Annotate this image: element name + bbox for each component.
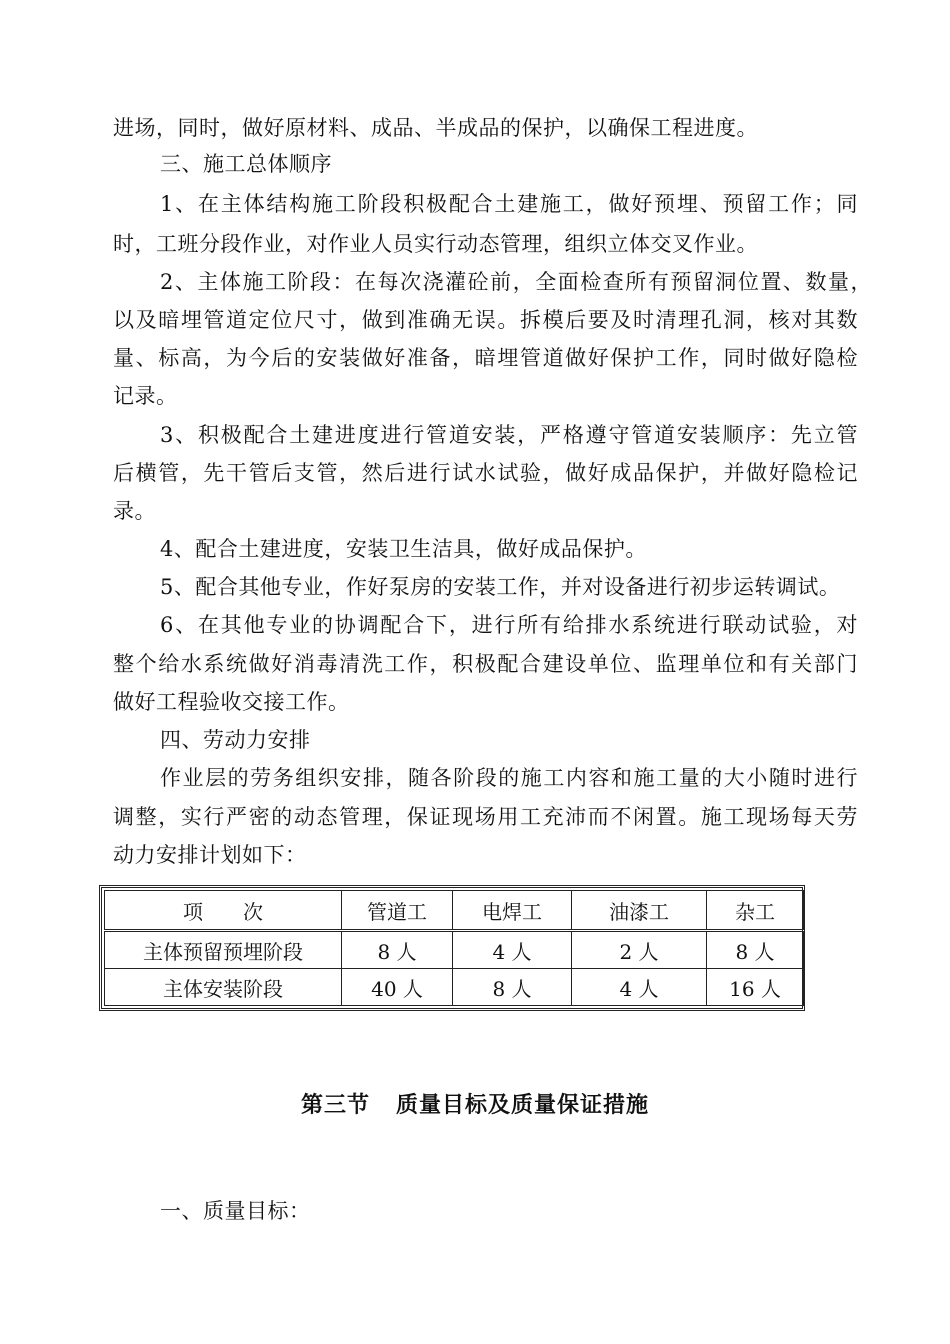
table-cell: 主体预留预埋阶段	[105, 931, 342, 969]
paragraph-line: 进场，同时，做好原材料、成品、半成品的保护，以确保工程进度。	[113, 116, 758, 140]
table-cell: 2 人	[572, 931, 707, 969]
paragraph-line: 5、配合其他专业，作好泵房的安装工作，并对设备进行初步运转调试。	[160, 575, 841, 599]
table-row	[105, 969, 804, 1006]
paragraph-line: 整个给水系统做好消毒清洗工作，积极配合建设单位、监理单位和有关部门	[113, 652, 858, 676]
header-cell: 油漆工	[572, 891, 707, 931]
header-cell: 杂工	[707, 891, 804, 931]
paragraph-line: 记录。	[113, 384, 178, 408]
table-cell: 8 人	[342, 931, 453, 969]
table-cell: 4 人	[453, 931, 572, 969]
table-header-row	[105, 891, 804, 931]
section-heading-4: 四、劳动力安排	[160, 728, 311, 752]
table-cell: 16 人	[707, 969, 804, 1006]
section-title-text: 质量目标及质量保证措施	[396, 1093, 650, 1118]
table-cell: 8 人	[707, 931, 804, 969]
paragraph-line: 动力安排计划如下：	[113, 843, 307, 867]
header-cell: 项 次	[105, 891, 342, 931]
table-cell: 4 人	[572, 969, 707, 1006]
table-cell: 40 人	[342, 969, 453, 1006]
paragraph-line: 4、配合土建进度，安装卫生洁具，做好成品保护。	[160, 537, 647, 561]
section-number: 第三节	[300, 1093, 370, 1118]
paragraph-line: 作业层的劳务组织安排，随各阶段的施工内容和施工量的大小随时进行	[160, 766, 858, 790]
paragraph-line: 调整，实行严密的动态管理，保证现场用工充沛而不闲置。施工现场每天劳	[113, 805, 858, 829]
table-cell: 8 人	[453, 969, 572, 1006]
paragraph-line: 1、在主体结构施工阶段积极配合土建施工，做好预埋、预留工作；同	[160, 192, 858, 216]
paragraph-line: 量、标高，为今后的安装做好准备，暗埋管道做好保护工作，同时做好隐检	[113, 346, 858, 370]
paragraph-line: 录。	[113, 499, 156, 523]
paragraph-line: 以及暗埋管道定位尺寸，做到准确无误。拆模后要及时清理孔洞，核对其数	[113, 308, 858, 332]
section-title	[0, 1088, 950, 1124]
section-heading-3: 三、施工总体顺序	[160, 152, 332, 176]
table-row	[105, 931, 804, 969]
paragraph-line: 做好工程验收交接工作。	[113, 690, 350, 714]
sub-heading: 一、质量目标：	[160, 1199, 311, 1223]
header-cell: 电焊工	[453, 891, 572, 931]
paragraph-line: 后横管，先干管后支管，然后进行试水试验，做好成品保护，并做好隐检记	[113, 461, 858, 485]
paragraph-line: 6、在其他专业的协调配合下，进行所有给排水系统进行联动试验，对	[160, 613, 858, 637]
labor-schedule-table	[104, 890, 804, 1006]
table-cell: 主体安装阶段	[105, 969, 342, 1006]
paragraph-line: 时，工班分段作业，对作业人员实行动态管理，组织立体交叉作业。	[113, 232, 758, 256]
header-cell: 管道工	[342, 891, 453, 931]
paragraph-line: 2、主体施工阶段：在每次浇灌砼前，全面检查所有预留洞位置、数量，	[160, 270, 872, 294]
paragraph-line: 3、积极配合土建进度进行管道安装，严格遵守管道安装顺序：先立管	[160, 423, 858, 447]
